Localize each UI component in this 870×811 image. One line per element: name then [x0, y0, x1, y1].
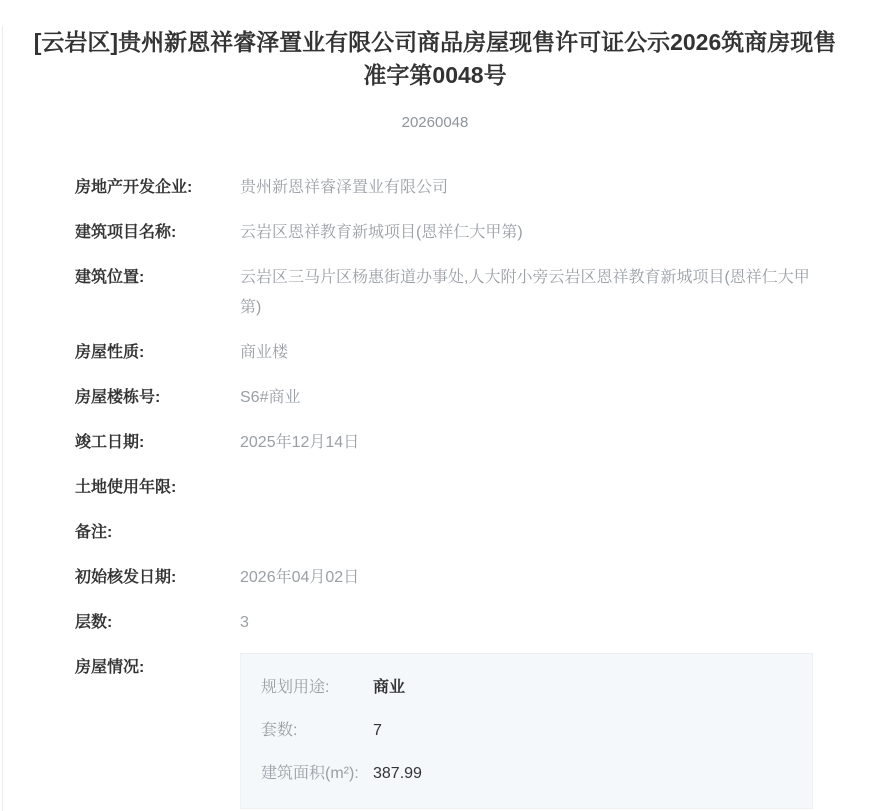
box-value-planned-use: 商业	[373, 679, 406, 696]
field-row-land-use-term	[75, 473, 815, 503]
field-value-floors: 3	[240, 614, 249, 631]
field-row-project-name	[75, 218, 815, 248]
box-row-planned-use	[261, 673, 792, 703]
field-value-completion-date: 2025年12月14日	[240, 434, 360, 451]
field-label-floors: 层数:	[75, 614, 113, 631]
field-label-project-name: 建筑项目名称:	[75, 224, 177, 241]
page-left-border	[2, 26, 3, 811]
field-value-location: 云岩区三马片区杨惠街道办事处,人大附小旁云岩区恩祥教育新城项目(恩祥仁大甲第)	[240, 269, 810, 316]
field-value-developer: 贵州新恩祥睿泽置业有限公司	[240, 179, 449, 196]
certificate-number: 20260048	[401, 114, 469, 131]
housing-situation-box	[240, 653, 813, 809]
field-label-completion-date: 竣工日期:	[75, 434, 145, 451]
field-value-building-number: S6#商业	[240, 389, 301, 406]
field-label-remarks: 备注:	[75, 524, 113, 541]
field-row-completion-date	[75, 428, 815, 458]
field-list	[75, 173, 815, 809]
field-label-land-use-term: 土地使用年限:	[75, 479, 177, 496]
field-label-location: 建筑位置:	[75, 269, 145, 286]
field-row-developer	[75, 173, 815, 203]
field-row-housing-situation	[75, 653, 815, 809]
box-label-planned-use: 规划用途:	[261, 679, 330, 696]
field-value-project-name: 云岩区恩祥教育新城项目(恩祥仁大甲第)	[240, 224, 523, 241]
field-row-remarks	[75, 518, 815, 548]
field-label-developer: 房地产开发企业:	[75, 179, 193, 196]
field-row-floors	[75, 608, 815, 638]
field-value-property-type: 商业楼	[240, 344, 289, 361]
box-value-floor-area: 387.99	[373, 765, 422, 782]
field-label-initial-issue-date: 初始核发日期:	[75, 569, 177, 586]
field-label-housing-situation: 房屋情况:	[75, 659, 145, 676]
field-label-building-number: 房屋楼栋号:	[75, 389, 161, 406]
housing-situation-container	[240, 653, 813, 809]
box-row-unit-count	[261, 716, 792, 746]
field-row-location	[75, 263, 815, 323]
field-row-building-number	[75, 383, 815, 413]
field-value-initial-issue-date: 2026年04月02日	[240, 569, 360, 586]
field-row-property-type	[75, 338, 815, 368]
page-title: [云岩区]贵州新恩祥睿泽置业有限公司商品房屋现售许可证公示2026筑商房现售准字第0048号	[33, 29, 837, 88]
field-label-property-type: 房屋性质:	[75, 344, 145, 361]
field-row-initial-issue-date	[75, 563, 815, 593]
box-value-unit-count: 7	[373, 722, 382, 739]
box-label-unit-count: 套数:	[261, 722, 298, 739]
box-label-floor-area: 建筑面积(m²):	[261, 765, 359, 782]
